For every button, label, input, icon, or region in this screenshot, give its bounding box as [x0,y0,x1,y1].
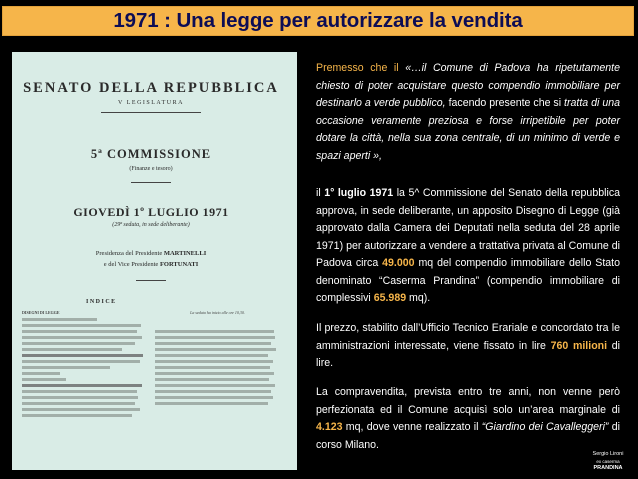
doc-column-right [155,310,280,420]
doc-divider-short [131,182,171,183]
p2-area: 49.000 [382,257,415,269]
paragraph-premise [316,60,620,165]
doc-pres-pre2: e del Vice Presidente [103,261,160,268]
p2-d: mq). [406,292,431,304]
paragraph-sale [316,384,620,454]
slide-title: 1971 : Una legge per autorizzare la vendita [113,9,523,32]
badge-author: Sergio Lironi [592,451,624,457]
p1-intro: Premesso che il [316,62,406,74]
p2-area2: 65.989 [373,292,407,304]
p3-price: 760 milioni [550,339,608,352]
doc-right-heading: La seduta ha inizio alle ore 10,30. [190,310,245,315]
p4-a: La compravendita, prevista entro tre anni, non venne però perfezionata ed il Comune acquisì solo un’area marginale di [316,386,620,416]
doc-senate-heading: SENATO DELLA REPUBBLICA [23,80,279,96]
badge-line2: ex caserma [596,459,620,464]
p2-c: mq del compendio immobiliare dello Stato denominato “Caserma Prandina” (compendio immobiliare di complessivi [316,257,620,304]
paragraph-commission [316,185,620,308]
badge-line3: PRANDINA [593,465,623,471]
doc-divider-short-2 [136,280,166,281]
author-badge [580,451,636,472]
p4-area: 4.123 [316,421,343,433]
doc-pres-name2: FORTUNATI [159,261,199,268]
doc-pres-name1: MARTINELLI [163,250,207,257]
p1-mid: facendo presente che si [445,97,565,109]
doc-date: GIOVEDÌ 1º LUGLIO 1971 [73,205,229,219]
p4-c: di corso Milano. [316,421,620,451]
slide-title-bar [2,6,634,36]
p2-a: il [316,187,325,199]
p2-date: 1° luglio 1971 [324,187,394,199]
p2-b: la 5^ Commissione del Senato della repubblica approva, in sede deliberante, un apposito Disegno di Legge (già approvato dalla Camera dei Deputati nella seduta del 28 aprile 1971) per autorizzare a vendere a trattativa privata al Comune di Padova circa [316,187,621,269]
p4-quote: “Giardino dei Cavalleggeri” [481,421,609,433]
doc-left-heading: DISEGNI DI LEGGE [22,310,60,315]
doc-columns [22,310,280,420]
doc-pres-pre1: Presidenza del Presidente [95,250,164,257]
doc-divider [101,112,201,113]
doc-column-left [22,310,147,420]
doc-commission-sub: (Finanze e tesoro) [129,166,173,172]
document-page [22,72,280,420]
doc-presidency [22,248,280,270]
doc-indice: INDICE [86,299,117,305]
p1-quote2: tratta di una occasione veramente preziosa e forse irripetibile per poter dotare la città, nella sua zona centrale, di un minimo di verde e spazi aperti », [316,97,621,162]
document-scan [12,52,297,470]
p3-a: Il prezzo, stabilito dall’Ufficio Tecnico Erariale e concordato tra le amministrazioni interessate, viene fissato in lire [316,322,620,352]
p4-b: mq, dove venne realizzato il [342,421,482,433]
doc-legislatura: V LEGISLATURA [118,100,184,106]
paragraph-price [316,320,620,373]
p3-b: di lire. [316,339,620,369]
doc-seduta: (29ª seduta, in sede deliberante) [112,222,190,228]
doc-commission: 5ª COMMISSIONE [90,147,212,161]
p1-quote: «…il Comune di Padova ha ripetutamente chiesto di poter acquistare questo compendio immobiliare per destinarlo a verde pubblico, [316,62,620,109]
